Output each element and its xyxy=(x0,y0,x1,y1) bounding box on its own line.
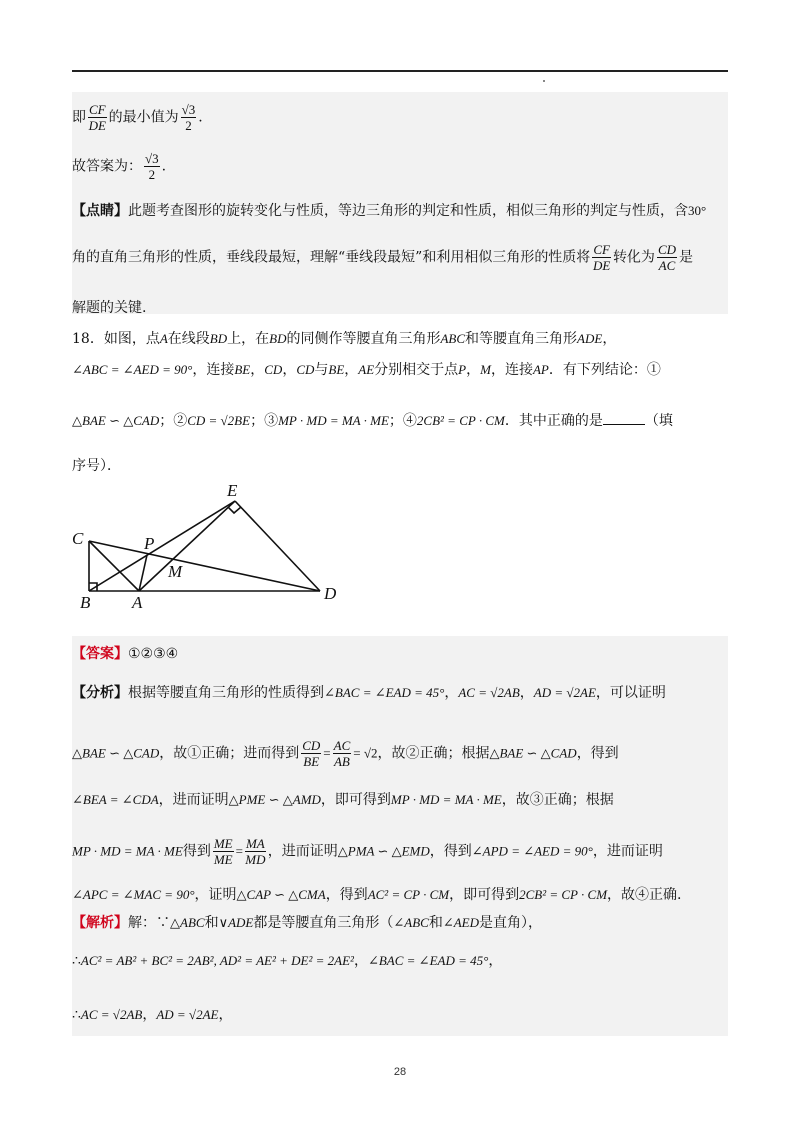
text: ， xyxy=(353,953,368,969)
label-e: E xyxy=(227,481,238,500)
text: ．有下列结论：① xyxy=(548,362,661,378)
text: 序号）． xyxy=(72,458,121,474)
question-line-2 xyxy=(72,359,661,379)
numerator: CF xyxy=(89,102,106,117)
math: AC² = AB² + BC² = 2AB², AD² = AE² + DE² = 2AE² xyxy=(80,953,354,968)
math: MP · MD = MA · ME xyxy=(278,413,389,428)
solution-line-2 xyxy=(72,950,502,970)
text: ，连接 xyxy=(490,362,533,378)
math: BD xyxy=(209,331,228,346)
math: MP · MD = MA · ME xyxy=(390,792,502,807)
denominator: MD xyxy=(245,852,266,867)
label-a: A xyxy=(132,593,143,612)
header-dot xyxy=(543,80,545,82)
segment-cd xyxy=(89,541,320,591)
text: 分别相交于点 xyxy=(374,362,459,378)
text: ，进而证明 xyxy=(267,843,338,860)
text: ，故②正确；根据 xyxy=(377,745,490,762)
numerator: CD xyxy=(302,738,321,753)
fraction-cd-be xyxy=(301,738,321,769)
text: ，证明 xyxy=(194,887,237,903)
numerator: AC xyxy=(333,738,351,753)
question-line-4 xyxy=(72,455,121,475)
text: 转化为 xyxy=(612,249,655,266)
text: 故答案为： xyxy=(72,158,142,175)
analysis-line-1 xyxy=(72,682,666,702)
math: ∠BAC = ∠EAD = 45° xyxy=(324,685,445,700)
analysis-line-2 xyxy=(72,738,619,769)
math: ∠ABC = ∠AED = 90° xyxy=(72,362,193,377)
math: △ABC xyxy=(170,915,205,930)
math: AC = √2AB xyxy=(458,685,520,700)
fraction-sqrt3-2 xyxy=(144,151,160,182)
label-c: C xyxy=(72,529,84,548)
math: P xyxy=(458,362,467,377)
text: 的最小值为 xyxy=(108,109,179,126)
math: CD xyxy=(296,362,315,377)
denominator: AB xyxy=(333,754,350,769)
text: 在线段 xyxy=(167,331,210,347)
text: ， xyxy=(218,1007,233,1023)
text: ，进而证明 xyxy=(158,792,229,808)
text: ，即可得到 xyxy=(320,792,391,808)
question-line-1 xyxy=(72,328,616,348)
text: （填 xyxy=(644,413,673,429)
text: . xyxy=(161,158,167,175)
denominator: 2 xyxy=(185,118,192,133)
math: 2CB² = CP · CM xyxy=(416,413,505,428)
math: △BAE ∽ △CAD xyxy=(489,745,577,761)
text: 的同侧作等腰直角三角形 xyxy=(286,331,441,347)
math: A xyxy=(159,331,168,346)
text: ， xyxy=(344,362,359,378)
comment-line xyxy=(72,200,706,220)
answer-line xyxy=(72,151,166,182)
comment-tag: 【点睛】 xyxy=(72,203,128,219)
math: CD xyxy=(264,362,283,377)
math: ∠BEA = ∠CDA xyxy=(72,792,159,807)
math: △CAP ∽ △CMA xyxy=(236,887,326,902)
text: ，得到 xyxy=(576,745,619,762)
text: ，连接 xyxy=(192,362,235,378)
math: ∠BAC = ∠EAD = 45° xyxy=(367,953,489,968)
math: BE xyxy=(328,362,345,377)
answer-blank[interactable] xyxy=(603,412,645,425)
math: △PMA ∽ △EMD xyxy=(337,843,430,859)
text: 是直角）， xyxy=(478,915,542,931)
math: = xyxy=(323,745,331,761)
math: MP · MD = MA · ME xyxy=(72,843,183,859)
analysis-tag: 【分析】 xyxy=(72,685,128,701)
math: AC = √2AB xyxy=(80,1007,143,1022)
label-m: M xyxy=(168,562,183,581)
denominator: ME xyxy=(213,852,233,867)
text: 上，在 xyxy=(227,331,270,347)
fraction-cd-ac xyxy=(657,242,677,273)
solution-line-1 xyxy=(72,912,542,932)
math: △BAE ∽ △CAD xyxy=(72,745,160,761)
text: 即 xyxy=(72,109,86,126)
fraction-ac-ab xyxy=(333,738,352,769)
math: AC² = CP · CM xyxy=(367,887,450,902)
analysis-line-5 xyxy=(72,884,681,904)
text: 解：∵ xyxy=(128,915,170,931)
text: ，得到 xyxy=(325,887,368,903)
segment-ca xyxy=(89,541,139,591)
text: ，即可得到 xyxy=(449,887,520,903)
math: ∠APD = ∠AED = 90° xyxy=(471,843,593,859)
text: 和 xyxy=(428,915,443,931)
numerator: CD xyxy=(657,242,676,257)
right-angle-mark-e xyxy=(228,507,241,513)
math: BD xyxy=(269,331,287,346)
text: 得到 xyxy=(182,843,211,860)
text: ， xyxy=(602,331,617,347)
right-angle-mark-b xyxy=(89,583,97,591)
question-line-3 xyxy=(72,410,673,430)
text: ， xyxy=(444,685,459,701)
text: ，可以证明 xyxy=(595,685,666,701)
text: ；③ xyxy=(250,413,279,429)
denominator: DE xyxy=(88,118,106,133)
page-number: 28 xyxy=(393,1066,407,1078)
math: ∠ABC xyxy=(393,915,429,930)
math: 30° xyxy=(688,203,707,218)
analysis-line-3 xyxy=(72,789,614,809)
answer-tag: 【答案】 xyxy=(72,646,128,662)
text: ， xyxy=(282,362,297,378)
math: M xyxy=(480,362,491,377)
text: 根据等腰直角三角形的性质得到 xyxy=(128,685,324,701)
label-p: P xyxy=(144,534,155,553)
text: ， xyxy=(466,362,481,378)
math: 2CB² = CP · CM xyxy=(519,887,608,902)
text: 解题的关键. xyxy=(72,300,147,316)
segment-ed xyxy=(235,501,320,591)
fraction-cf-de xyxy=(88,102,107,133)
answer-value: ①②③④ xyxy=(128,646,179,662)
min-value-line xyxy=(72,102,203,133)
text: 18．如图，点 xyxy=(72,331,160,347)
text: 是 xyxy=(679,249,693,266)
numerator: ME xyxy=(213,836,233,851)
text: ， xyxy=(142,1007,157,1023)
comment-line-2 xyxy=(72,242,693,273)
text: ， xyxy=(250,362,265,378)
text: ，故③正确；根据 xyxy=(501,792,614,808)
math: △BAE ∽ △CAD xyxy=(72,413,160,428)
text: ， xyxy=(488,953,503,969)
header-rule xyxy=(72,70,728,72)
label-b: B xyxy=(80,593,91,612)
fraction-ma-md xyxy=(245,836,266,867)
text: 角的直角三角形的性质，垂线段最短，理解“垂线段最短”和利用相似三角形的性质将 xyxy=(72,249,591,266)
text: 都是等腰直角三角形（ xyxy=(253,915,394,931)
math: ∠APC = ∠MAC = 90° xyxy=(72,887,195,902)
numerator: √3 xyxy=(181,102,196,117)
math: AD = √2AE xyxy=(533,685,596,700)
text: ．其中正确的是 xyxy=(504,413,603,429)
numerator: CF xyxy=(593,242,610,257)
numerator: √3 xyxy=(145,151,159,166)
denominator: 2 xyxy=(148,167,156,182)
fraction-sqrt3-2 xyxy=(181,102,197,133)
text: ， xyxy=(519,685,534,701)
text: ，得到 xyxy=(429,843,472,860)
math: AD = √2AE xyxy=(156,1007,219,1022)
fraction-cf-de xyxy=(592,242,611,273)
text: ，故④正确. xyxy=(607,887,682,903)
math: AP xyxy=(532,362,549,377)
text: ；② xyxy=(159,413,188,429)
math: ∠AED xyxy=(442,915,479,930)
denominator: BE xyxy=(303,754,320,769)
text: ，故①正确；进而得到 xyxy=(159,745,300,762)
math: ∨ADE xyxy=(218,915,254,930)
analysis-line-4 xyxy=(72,836,663,867)
numerator: MA xyxy=(245,836,265,851)
text: 此题考查图形的旋转变化与性质，等边三角形的判定和性质，相似三角形的判定与性质，含 xyxy=(128,203,688,219)
math: △PME ∽ △AMD xyxy=(228,792,321,807)
text: 与 xyxy=(314,362,329,378)
math: ABC xyxy=(440,331,466,346)
solution-line-3 xyxy=(72,1004,232,1024)
text: 和 xyxy=(204,915,219,931)
denominator: AC xyxy=(658,258,676,273)
math: = xyxy=(235,843,243,859)
answer-line xyxy=(72,643,178,663)
text: ∴ xyxy=(72,953,81,969)
denominator: DE xyxy=(592,258,611,273)
math: AE xyxy=(358,362,375,377)
text: ；④ xyxy=(388,413,417,429)
math: BE xyxy=(234,362,251,377)
solution-tag: 【解析】 xyxy=(72,915,128,931)
fraction-me-me xyxy=(213,836,234,867)
text: . xyxy=(198,109,203,126)
label-d: D xyxy=(324,584,337,603)
text: ∴ xyxy=(72,1007,81,1023)
segment-be xyxy=(89,501,235,591)
text: 和等腰直角三角形 xyxy=(465,331,578,347)
segment-ae xyxy=(139,501,235,591)
math: = √2 xyxy=(353,745,378,761)
math: CD = √2BE xyxy=(187,413,251,428)
math: ADE xyxy=(577,331,603,346)
text: ，进而证明 xyxy=(592,843,663,860)
comment-line-3 xyxy=(72,297,146,317)
segment-ap xyxy=(139,555,147,591)
